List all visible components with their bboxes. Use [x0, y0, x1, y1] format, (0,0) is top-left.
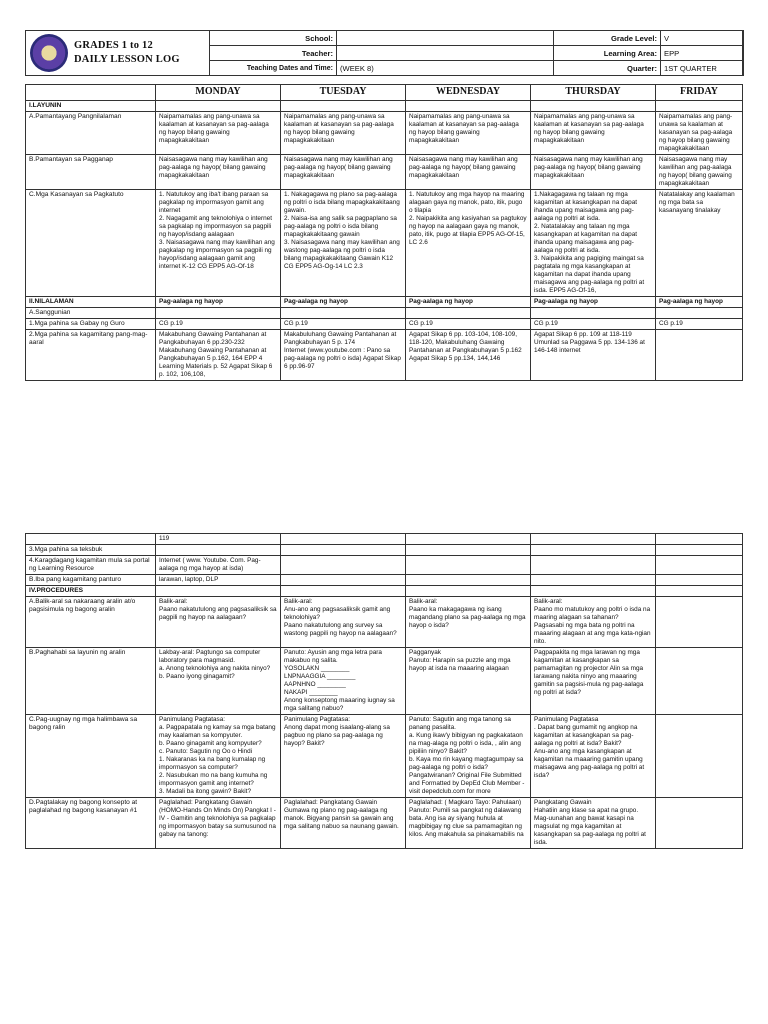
cell-monday[interactable] [156, 575, 281, 586]
cell-text: Balik-aral: Paano mo matutukoy ang poltri o isda na maaring alagaan sa tahanan? Pagsasabi ng mga bata ng poltri na maaaring alagaan at ang mga kata-ngian nito. [534, 598, 651, 645]
table-row [26, 319, 743, 330]
cell-friday[interactable] [656, 798, 743, 849]
cell-friday[interactable] [656, 575, 743, 586]
row-label: A.Balik-aral sa nakaraang aralin at/o pagsisimula ng bagong aralin [26, 597, 156, 648]
table-row [26, 798, 743, 849]
cell-tuesday[interactable] [281, 319, 406, 330]
cell-tuesday[interactable] [281, 190, 406, 297]
cell-thursday[interactable] [531, 190, 656, 297]
cell-text: Pagpapakita ng mga larawan ng mga kagamitan at kasangkapan sa pamamagitan ng projector Alin sa mga larawang nakita ninyo ang maaaring gamitin sa pagsisi-mula ng pag-aalaga ng poltri at isda? [534, 649, 644, 696]
cell-text: CG p.19 [284, 320, 308, 327]
school-label: School: [210, 31, 337, 46]
cell-monday[interactable] [156, 319, 281, 330]
cell-wednesday[interactable] [406, 330, 531, 381]
log-title [74, 39, 180, 67]
cell-thursday[interactable] [531, 155, 656, 190]
cell-text: Balik-aral: Paano ka makagagawa ng isang magandang plano sa pag-aalaga ng mga hayop o isda? [409, 598, 526, 629]
cell-text: 1. Natutukoy ang iba't ibang paraan sa pagkalap ng impormasyon gamit ang internet 2. Nagagamit ang teknolohiya o internet sa pagkalap ng impormasyon sa pagpili ng hayop/isdang aalagaan 3. Naisasagawa nang may kawilihan ang pagkalap ng impormasyon sa pagpili ng hayop/isdang aalagaan gamit ang internet K-12 CG EPP5 AG-Of-18 [159, 191, 275, 270]
row-label: B.Pamantayan sa Pagganap [26, 155, 156, 190]
cell-text: Makabuhang Gawaing Pantahanan at Pangkabuhayan 6 pp.230-232 Makabuhang Gawaing Pantahanan at Pangkabuhayan 5 p.162, 164 EPP 4 Learning Materials p. 52 Agapat Sikap 6 p. 102, 106,108, [159, 331, 273, 378]
teacher-label: Teacher: [210, 46, 337, 61]
cell-thursday[interactable] [531, 112, 656, 155]
cell-text: Panimulang Pagtatasa . Dapat bang gumamit ng angkop na kagamitan at kasangkapan sa pag-aalaga ng poltri at isda? Bakit? Anu-ano ang mga kasangkapan at kagamitan na maaaring gamitin upang maisagawa ang pag-aalaga ng poltri at isda? [534, 716, 645, 779]
cell-tuesday[interactable] [281, 648, 406, 715]
cell-monday[interactable] [156, 101, 281, 112]
row-label: II.NILALAMAN [26, 297, 156, 308]
day-header-thursday: THURSDAY [531, 85, 656, 101]
cell-thursday[interactable] [531, 534, 656, 545]
cell-wednesday[interactable] [406, 155, 531, 190]
cell-monday[interactable] [156, 556, 281, 575]
cell-friday[interactable] [656, 112, 743, 155]
table-row [26, 715, 743, 798]
cell-friday[interactable] [656, 648, 743, 715]
cell-wednesday[interactable] [406, 534, 531, 545]
cell-thursday[interactable] [531, 586, 656, 597]
cell-thursday[interactable] [531, 575, 656, 586]
cell-text: Panimulang Pagtatasa: a. Pagpapatala ng kamay sa mga batang may kaalaman sa kompyuter. b. Paano ginagamit ang kompyuter? c. Panuto: Sagutin ng Oo o Hindi 1. Nakaranas ka na bang kumalap ng impormasyon sa computer? 2. Nasubukan mo na bang kumuha ng impormasyon gamit ang internet? 3. Madali ba itong gawin? Bakit? [159, 716, 276, 795]
cell-tuesday[interactable] [281, 112, 406, 155]
cell-monday[interactable] [156, 597, 281, 648]
grade-label: Grade Level: [554, 31, 661, 46]
row-label: A.Sanggunian [26, 308, 156, 319]
table-row [26, 155, 743, 190]
cell-tuesday[interactable] [281, 556, 406, 575]
cell-thursday[interactable] [531, 715, 656, 798]
section-row [26, 101, 743, 112]
cell-text: Panuto: Sagutin ang mga tanong sa panang pasalita. a. Kung ikaw'y bibigyan ng pagkakataon na mag-alaga ng poltri o isda, , alin ang pipiliin ninyo? Bakit? b. Kaya mo rin kayang magtagumpay sa pag-aalaga ng poltri o isda? Pangatwiranan? Original File Submitted and Formatted by DepEd Club Member - visit depedclub.com for more [409, 716, 525, 795]
cell-monday[interactable] [156, 586, 281, 597]
cell-wednesday[interactable] [406, 586, 531, 597]
lesson-log-table-2 [25, 533, 743, 849]
row-label: C.Mga Kasanayan sa Pagkatuto [26, 190, 156, 297]
cell-wednesday[interactable] [406, 190, 531, 297]
cell-text: CG p.19 [159, 320, 183, 327]
cell-monday[interactable] [156, 297, 281, 308]
quarter-label: Quarter: [554, 61, 661, 76]
cell-monday[interactable] [156, 112, 281, 155]
cell-text: Natatalakay ang kaalaman ng mga bata sa kasanayang tinalakay [659, 191, 735, 214]
cell-friday[interactable] [656, 556, 743, 575]
row-label: D.Pagtalakay ng bagong konsepto at paglalahad ng bagong kasanayan #1 [26, 798, 156, 849]
table-row [26, 330, 743, 381]
cell-wednesday[interactable] [406, 545, 531, 556]
cell-tuesday[interactable] [281, 534, 406, 545]
cell-text: Panimulang Pagtatasa: Anong dapat mong isaalang-alang sa pagbuo ng plano sa pag-aalaga ng hayop? Bakit? [284, 716, 390, 747]
cell-tuesday[interactable] [281, 545, 406, 556]
cell-text: 1. Nakagagawa ng plano sa pag-aalaga ng poltri o isda bilang mapagkakakitaang gawain. 2. Naisa-isa ang salik sa pagpaplano sa pag-aalaga ng poltri o isda bilang mapagkakakitaang gawain 3. Naisasagawa nang may kawilihan ang wastong pag-aalaga ng poltri o isda bilang mapagkakakitaang Gawain K12 CG EPP5 AG-Og-14 LC 2.3 [284, 191, 400, 270]
table-row [26, 556, 743, 575]
row-label [26, 534, 156, 545]
cell-thursday[interactable] [531, 319, 656, 330]
cell-tuesday[interactable] [281, 597, 406, 648]
cell-text: Pag-aalaga ng hayop [284, 298, 348, 305]
cell-tuesday[interactable] [281, 798, 406, 849]
cell-wednesday[interactable] [406, 556, 531, 575]
cell-tuesday[interactable] [281, 330, 406, 381]
grade-value[interactable]: V [661, 31, 744, 46]
teacher-value[interactable] [337, 46, 554, 61]
cell-text: Pangkatang Gawain Hahatiin ang klase sa apat na grupo. Mag-uunahan ang bawat kasapi na magsulat ng mga kagamitan at kasangkapan sa pag-aalaga ng poltri at isda. [534, 799, 646, 846]
cell-monday[interactable] [156, 155, 281, 190]
cell-friday[interactable] [656, 534, 743, 545]
cell-text: Naisasagawa nang may kawilihan ang pag-aalaga ng hayop( bilang gawaing mapagkakakitaan [284, 156, 393, 179]
dates-value[interactable]: (WEEK 8) [337, 61, 554, 76]
cell-text: CG p.19 [534, 320, 558, 327]
cell-tuesday[interactable] [281, 586, 406, 597]
cell-wednesday[interactable] [406, 715, 531, 798]
row-label: 2.Mga pahina sa kagamitang pang-mag-aaral [26, 330, 156, 381]
cell-wednesday[interactable] [406, 319, 531, 330]
cell-monday[interactable] [156, 308, 281, 319]
row-label: A.Pamantayang Pangnilalaman [26, 112, 156, 155]
cell-wednesday[interactable] [406, 798, 531, 849]
table-row [26, 534, 743, 545]
table-row [26, 597, 743, 648]
cell-text: CG p.19 [659, 320, 683, 327]
row-label: B.Paghahabi sa layunin ng aralin [26, 648, 156, 715]
cell-thursday[interactable] [531, 330, 656, 381]
cell-text: Pag-aalaga ng hayop [659, 298, 723, 305]
cell-wednesday[interactable] [406, 597, 531, 648]
table-row [26, 545, 743, 556]
cell-text: Agapat Sikap 6 pp. 103-104, 108-109, 118-120, Makabuluhang Gawaing Pantahanan at Pangkabuhayan 5 p.162 Agapat Sikap 5 pp.134, 144,146 [409, 331, 522, 362]
header-info-grid [209, 30, 744, 76]
cell-text: Makabuluhang Gawaing Pantahanan at Pangkabuhayan 5 p. 174 Internet (www.youtube.com : Pano sa pag-aalaga ng poltri o isda) Agapat Sikap 6 pp.96-97 [284, 331, 401, 370]
cell-text: Pag-aalaga ng hayop [409, 298, 473, 305]
corner-cell [26, 85, 156, 101]
dates-label: Teaching Dates and Time: [210, 61, 337, 76]
cell-text: Balik-aral: Anu-ano ang pagsasaliksik gamit ang teknolohiya? Paano nakatutulong ang survey sa wastong pagpili ng hayop na aalagaan? [284, 598, 397, 637]
cell-text: Paglalahad: Pangkatang Gawain Gumawa ng plano ng pag-aalaga ng manok. Bigyang pansin sa gawain ang mga salitang nabuo sa naunang gawain. [284, 799, 399, 830]
cell-friday[interactable] [656, 545, 743, 556]
lesson-log-table-1 [25, 84, 743, 381]
row-label: 3.Mga pahina sa teksbuk [26, 545, 156, 556]
cell-text: Panuto: Ayusin ang mga letra para makabuo ng salita. YOSOLAKN ________ LNPNAAGGIA ________ AAPNHNO ________ NAKAPI ________ Anong konseptong maaaring iugnay sa mga salitang nabuo? [284, 649, 395, 712]
cell-thursday[interactable] [531, 297, 656, 308]
cell-tuesday[interactable] [281, 575, 406, 586]
cell-monday[interactable] [156, 190, 281, 297]
day-header-wednesday: WEDNESDAY [406, 85, 531, 101]
cell-friday[interactable] [656, 308, 743, 319]
cell-text: Naisasagawa nang may kawilihan ang pag-aalaga ng hayop( bilang gawaing mapagkakakitaan [534, 156, 643, 179]
row-label: C.Pag-uugnay ng mga halimbawa sa bagong ralin [26, 715, 156, 798]
cell-friday[interactable] [656, 597, 743, 648]
cell-wednesday[interactable] [406, 308, 531, 319]
deped-seal-icon [30, 34, 68, 72]
table-row [26, 575, 743, 586]
area-label: Learning Area: [554, 46, 661, 61]
school-value[interactable] [337, 31, 554, 46]
cell-friday[interactable] [656, 330, 743, 381]
day-header-row [26, 85, 743, 101]
cell-thursday[interactable] [531, 308, 656, 319]
area-value[interactable]: EPP [661, 46, 744, 61]
cell-text: Pag-aalaga ng hayop [159, 298, 223, 305]
day-header-monday: MONDAY [156, 85, 281, 101]
header [25, 30, 743, 76]
cell-monday[interactable] [156, 330, 281, 381]
cell-thursday[interactable] [531, 648, 656, 715]
cell-friday[interactable] [656, 297, 743, 308]
cell-text: Lakbay-aral: Pagtungo sa computer laboratory para magmasid. a. Anong teknolohiya ang nakita ninyo? b. Paano iyong ginagamit? [159, 649, 271, 680]
cell-friday[interactable] [656, 715, 743, 798]
cell-thursday[interactable] [531, 545, 656, 556]
row-label: IV.PROCEDURES [26, 586, 156, 597]
cell-thursday[interactable] [531, 101, 656, 112]
cell-tuesday[interactable] [281, 101, 406, 112]
cell-tuesday[interactable] [281, 297, 406, 308]
cell-text: Balik-aral: Paano nakatutulong ang pagsasaliksik sa pagpili ng hayop na aalagaan? [159, 598, 277, 621]
row-label: 4.Karagdagang kagamitan mula sa portal ng Learning Resource [26, 556, 156, 575]
cell-text: Naisasagawa nang may kawilihan ang pag-aalaga ng hayop( bilang gawaing mapagkakakitaan [659, 156, 732, 187]
cell-text: 1.Nakagagawa ng talaan ng mga kagamitan at kasangkapan na dapat ihanda upang maisagawa ang pag-aalaga ng poltri at isda. 2. Natatalakay ang talaan ng mga kasangkapan at kagamitan na dapat ihanda upang maisagawa ang pag-aalaga ng poltri at isda. 3. Naipakikita ang pagiging maingat sa pagtatala ng mga kasangkapan at kagamitan na dapat ihanda upang maisagawa ang pag-aalaga ng poltri at isda. EPP5 AG-Of-16, [534, 191, 645, 294]
cell-monday[interactable] [156, 545, 281, 556]
cell-text: Naisasagawa nang may kawilihan ang pag-aalaga ng hayop( bilang gawaing mapagkakakitaan [159, 156, 268, 179]
cell-thursday[interactable] [531, 597, 656, 648]
cell-text: Pagganyak Panuto: Harapin sa puzzle ang mga hayop at isda na maaaring alagaan [409, 649, 511, 672]
row-label: B.Iba pang kagamitang panturo [26, 575, 156, 586]
cell-friday[interactable] [656, 101, 743, 112]
cell-text: Paglalahad: ( Magkaro Tayo: Pahulaan) Panuto: Pumili sa pangkat ng dalawang bata. Ang isa ay siyang huhula at magbibigay ng clue sa pamamagitan ng kilos. Ang makahula sa pinakamabilis na [409, 799, 524, 838]
cell-text: Paglalahad: Pangkatang Gawain (HOMO-Hands On Minds On) Pangkat I - IV - Gamitin ang teknolohiya sa pagkalap ng impormasyon batay sa sumusunod na gabay na tanong: [159, 799, 276, 838]
day-header-tuesday: TUESDAY [281, 85, 406, 101]
cell-text: Pag-aalaga ng hayop [534, 298, 598, 305]
cell-text: 119 [159, 535, 170, 542]
cell-text: Naipamamalas ang pang-unawa sa kaalaman at kasanayan sa pag-aalaga ng hayop bilang gawaing mapagkakakitaan [159, 113, 269, 144]
cell-text: Naipamamalas ang pang-unawa sa kaalaman at kasanayan sa pag-aalaga ng hayop bilang gawaing mapagkakakitaan [659, 113, 733, 152]
table-row [26, 112, 743, 155]
cell-text: Naisasagawa nang may kawilihan ang pag-aalaga ng hayop( bilang gawaing mapagkakakitaan [409, 156, 518, 179]
table-row [26, 648, 743, 715]
cell-thursday[interactable] [531, 556, 656, 575]
cell-wednesday[interactable] [406, 112, 531, 155]
section-row [26, 586, 743, 597]
cell-wednesday[interactable] [406, 575, 531, 586]
cell-monday[interactable] [156, 648, 281, 715]
cell-tuesday[interactable] [281, 155, 406, 190]
cell-thursday[interactable] [531, 798, 656, 849]
title-line-1: GRADES 1 to 12 [74, 40, 153, 51]
section-row [26, 297, 743, 308]
row-label: 1.Mga pahina sa Gabay ng Guro [26, 319, 156, 330]
row-label: I.LAYUNIN [26, 101, 156, 112]
quarter-value[interactable]: 1ST QUARTER [661, 61, 744, 76]
cell-friday[interactable] [656, 586, 743, 597]
cell-monday[interactable] [156, 715, 281, 798]
cell-text: Naipamamalas ang pang-unawa sa kaalaman at kasanayan sa pag-aalaga ng hayop bilang gawaing mapagkakakitaan [409, 113, 519, 144]
title-line-2: DAILY LESSON LOG [74, 54, 180, 65]
cell-monday[interactable] [156, 534, 281, 545]
cell-text: 1. Natutukoy ang mga hayop na maaring alagaan gaya ng manok, pato, itik, pugo o tilapia 2. Naipakikita ang kasiyahan sa pagtukoy ng hayop na aalagaan gaya ng manok, pato, itik, pugo at tilapia EPP5 AG-Of-15, LC 2.6 [409, 191, 527, 246]
cell-wednesday[interactable] [406, 297, 531, 308]
cell-tuesday[interactable] [281, 715, 406, 798]
cell-text: Agapat Sikap 6 pp. 109 at 118-119 Umunlad sa Paggawa 5 pp. 134-136 at 146-148 internet [534, 331, 645, 354]
cell-text: Naipamamalas ang pang-unawa sa kaalaman at kasanayan sa pag-aalaga ng hayop bilang gawaing mapagkakakitaan [534, 113, 644, 144]
cell-wednesday[interactable] [406, 101, 531, 112]
table-row [26, 308, 743, 319]
table-row [26, 190, 743, 297]
cell-friday[interactable] [656, 319, 743, 330]
cell-monday[interactable] [156, 798, 281, 849]
cell-text: larawan, laptop, DLP [159, 576, 219, 583]
cell-text: Internet ( www. Youtube. Com. Pag-aalaga ng mga hayop at isda) [159, 557, 261, 572]
cell-text: CG p.19 [409, 320, 433, 327]
day-header-friday: FRIDAY [656, 85, 743, 101]
cell-tuesday[interactable] [281, 308, 406, 319]
cell-friday[interactable] [656, 155, 743, 190]
cell-wednesday[interactable] [406, 648, 531, 715]
cell-text: Naipamamalas ang pang-unawa sa kaalaman at kasanayan sa pag-aalaga ng hayop bilang gawaing mapagkakakitaan [284, 113, 394, 144]
cell-friday[interactable] [656, 190, 743, 297]
